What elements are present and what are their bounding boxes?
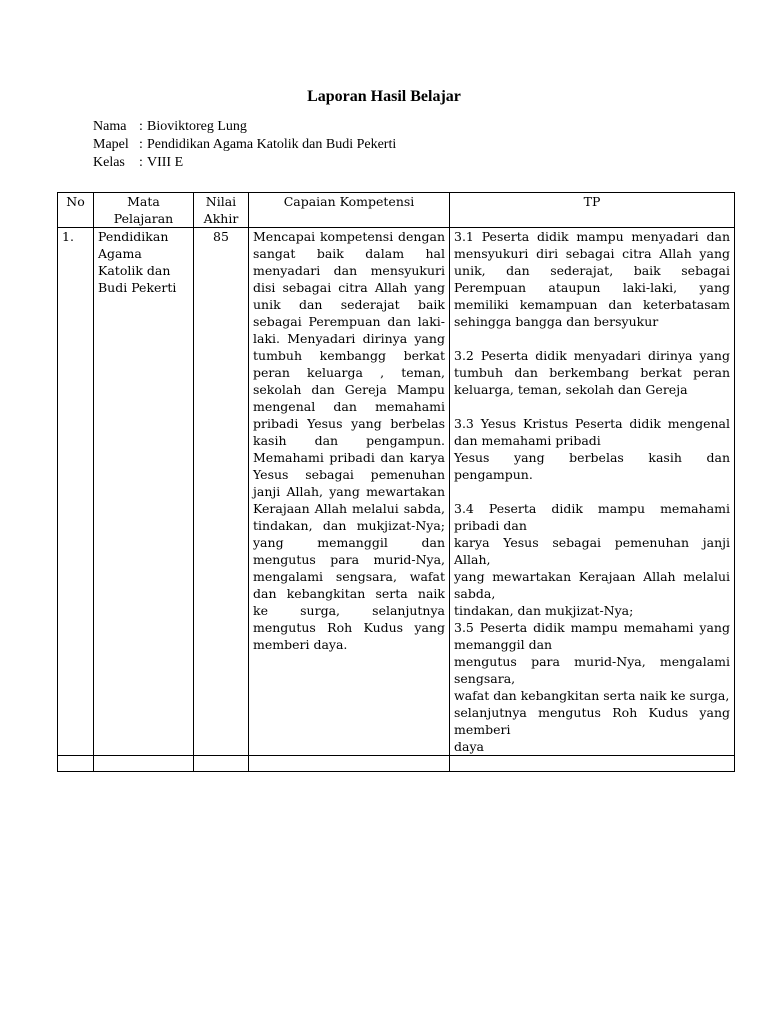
cell-no: 1. xyxy=(58,228,94,756)
tp-item-3-4: 3.4 Peserta didik mampu memahami pribadi dan xyxy=(454,501,730,533)
tp-item-3-1: 3.1 Peserta didik mampu menyadari dan mensyukuri diri sebagai citra Allah yang unik, dan sederajat, baik sebagai Perempuan ataupun laki-laki, yang memiliki kemampuan dan keterbatasam sehingga bangga dan bersyukur xyxy=(454,229,730,329)
empty-cell xyxy=(58,756,94,772)
header-nilai-akhir: Nilai Akhir xyxy=(194,193,249,228)
tp-item-3-5-line: wafat dan kebangkitan serta naik ke surga, xyxy=(454,688,730,703)
tp-item-3-2: 3.2 Peserta didik menyadari dirinya yang tumbuh dan berkembang berkat peran keluarga, teman, sekolah dan Gereja xyxy=(454,348,730,397)
header-mata-pelajaran: Mata Pelajaran xyxy=(94,193,194,228)
identity-row-nama xyxy=(93,118,396,136)
empty-cell xyxy=(450,756,735,772)
identity-label: Mapel xyxy=(93,137,129,152)
header-no: No xyxy=(58,193,94,228)
empty-cell xyxy=(249,756,450,772)
cell-mata-pelajaran: Pendidikan Agama Katolik dan Budi Pekerti xyxy=(94,228,194,756)
header-capaian-kompetensi: Capaian Kompetensi xyxy=(249,193,450,228)
class-name: VIII E xyxy=(147,155,184,170)
tp-item-3-5: 3.5 Peserta didik mampu memahami yang memanggil dan xyxy=(454,620,730,652)
header-tp: TP xyxy=(450,193,735,228)
empty-cell xyxy=(94,756,194,772)
document-title: Laporan Hasil Belajar xyxy=(307,88,461,105)
tp-item-3-5-line: selanjutnya mengutus Roh Kudus yang memberi xyxy=(454,705,730,737)
tp-item-3-5-line: daya xyxy=(454,739,484,754)
table-header-row xyxy=(58,193,735,228)
tp-item-3-4-line: karya Yesus sebagai pemenuhan janji Allah, xyxy=(454,535,730,567)
identity-separator: : xyxy=(139,119,143,134)
tp-item-3-3: 3.3 Yesus Kristus Peserta didik mengenal dan memahami pribadi xyxy=(454,416,730,448)
cell-nilai-akhir: 85 xyxy=(194,228,249,756)
identity-separator: : xyxy=(139,155,143,170)
table-row-empty xyxy=(58,756,735,772)
identity-separator: : xyxy=(139,137,143,152)
student-identity xyxy=(93,118,396,172)
table-row xyxy=(58,228,735,756)
empty-cell xyxy=(194,756,249,772)
cell-tp xyxy=(450,228,735,756)
tp-item-3-4-line: tindakan, dan mukjizat-Nya; xyxy=(454,603,634,618)
identity-label: Kelas xyxy=(93,155,125,170)
subject-name: Pendidikan Agama Katolik dan Budi Pekerti xyxy=(147,137,397,152)
tp-item-3-5-line: mengutus para murid-Nya, mengalami sengsara, xyxy=(454,654,730,686)
tp-item-3-4-line: yang mewartakan Kerajaan Allah melalui sabda, xyxy=(454,569,730,601)
cell-capaian-kompetensi: Mencapai kompetensi dengan sangat baik dalam hal menyadari dan mensyukuri disi sebagai citra Allah yang unik dan sederajat baik sebagai Perempuan dan laki-laki. Menyadari dirinya yang tumbuh kembangg berkat peran keluarga , teman, sekolah dan Gereja Mampu mengenal dan memahami pribadi Yesus yang berbelas kasih dan pengampun. Memahami pribadi dan karya Yesus sebagai pemenuhan janji Allah, yang mewartakan Kerajaan Allah melalui sabda, tindakan, dan mukjizat-Nya; yang memanggil dan mengutus para murid-Nya, mengalami sengsara, wafat dan kebangkitan serta naik ke surga, selanjutnya mengutus Roh Kudus yang memberi daya. xyxy=(249,228,450,756)
tp-item-3-3-continued: Yesus yang berbelas kasih dan pengampun. xyxy=(454,450,730,482)
identity-row-kelas xyxy=(93,154,396,172)
identity-label: Nama xyxy=(93,119,127,134)
student-name: Bioviktoreg Lung xyxy=(147,119,247,134)
report-table xyxy=(57,192,735,772)
identity-row-mapel xyxy=(93,136,396,154)
